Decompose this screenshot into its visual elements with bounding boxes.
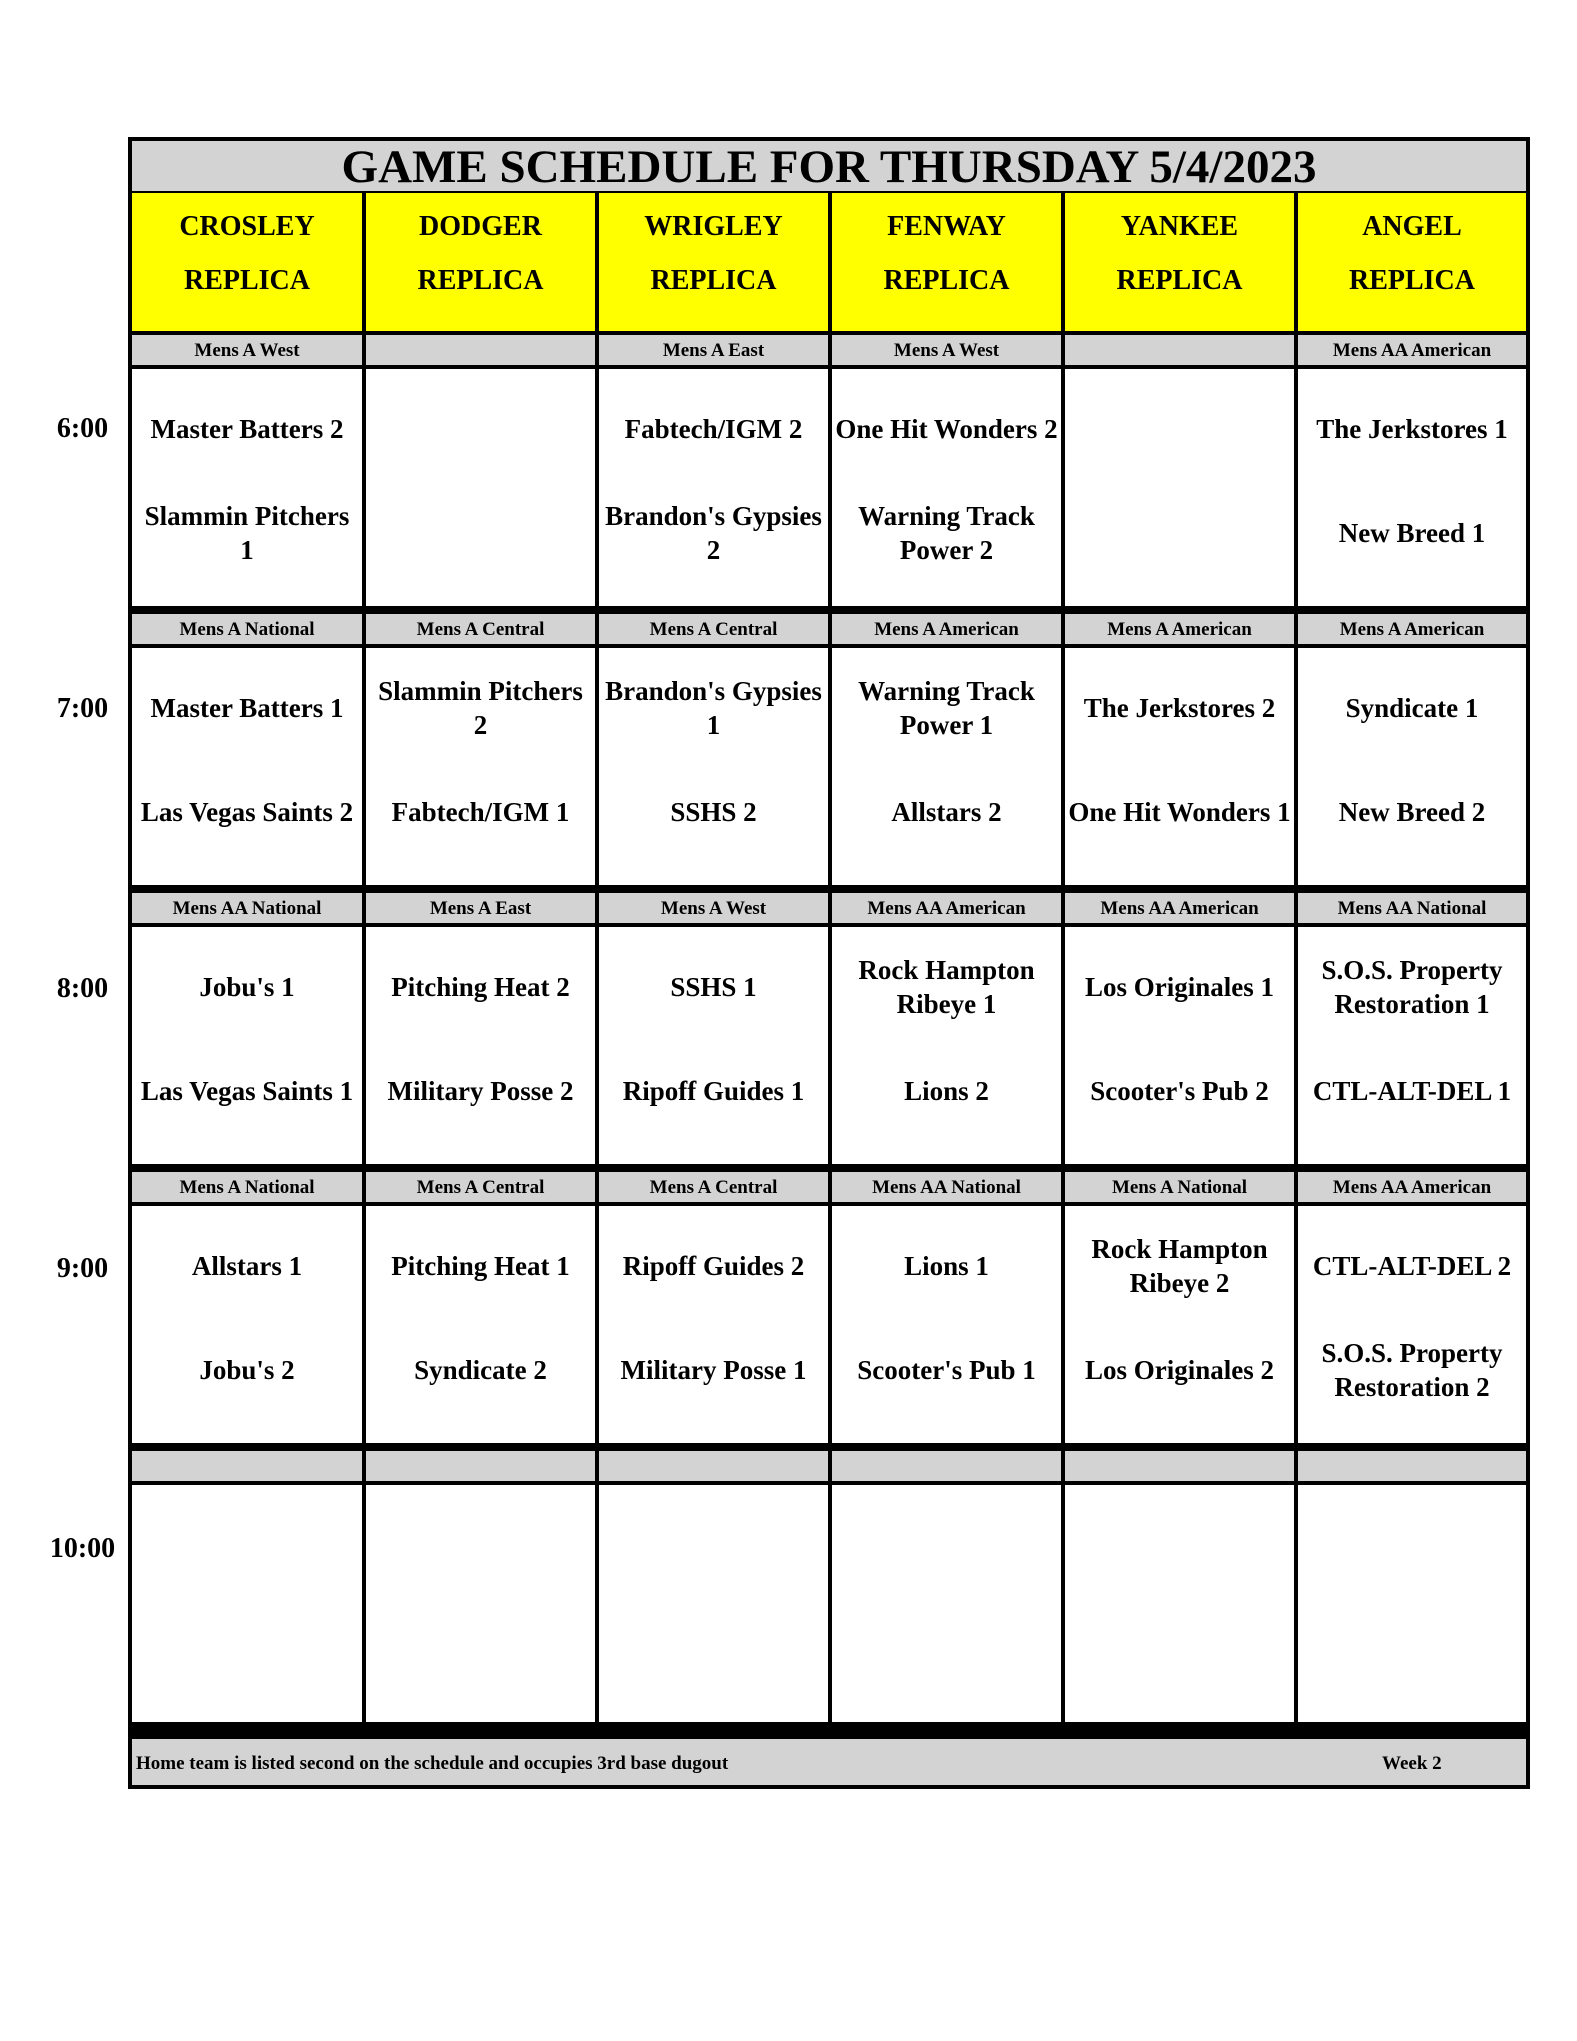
visiting-team: Jobu's 1 <box>199 972 295 1002</box>
home-team <box>832 1611 1061 1687</box>
game-cell <box>1065 648 1294 885</box>
division-label: Mens AA American <box>1065 893 1294 923</box>
game-cell <box>832 648 1061 885</box>
division-label: Mens A National <box>132 614 362 644</box>
game-cell <box>366 1206 595 1443</box>
division-label <box>599 1451 828 1481</box>
division-label <box>832 1451 1061 1481</box>
home-team <box>1298 1611 1526 1687</box>
schedule-table <box>128 137 1530 1789</box>
home-team: Fabtech/IGM 1 <box>391 797 570 827</box>
field-name: FENWAY <box>887 211 1006 242</box>
game-cell <box>132 1485 362 1722</box>
visiting-team: Rock Hampton Ribeye 1 <box>858 955 1035 1019</box>
game-cell <box>1298 369 1526 606</box>
home-team: Lions 2 <box>904 1076 989 1106</box>
schedule-footer <box>132 1739 1526 1785</box>
field-name: DODGER <box>419 211 542 242</box>
division-label: Mens AA American <box>1298 335 1526 365</box>
field-header-dodger <box>366 193 595 331</box>
division-label: Mens A West <box>832 335 1061 365</box>
visiting-team: Brandon's Gypsies 1 <box>605 676 822 740</box>
home-team <box>1065 495 1294 571</box>
time-label: 9:00 <box>56 1253 109 1284</box>
field-header-angel <box>1298 193 1526 331</box>
field-subtitle: REPLICA <box>650 265 777 296</box>
visiting-team: Pitching Heat 2 <box>391 972 570 1002</box>
game-cell <box>599 1206 828 1443</box>
game-cell <box>132 369 362 606</box>
division-label <box>132 1451 362 1481</box>
visiting-team <box>832 1507 1061 1583</box>
home-team: SSHS 2 <box>670 797 757 827</box>
game-cell <box>1065 927 1294 1164</box>
visiting-team: Master Batters 1 <box>150 693 344 723</box>
division-label: Mens A Central <box>599 614 828 644</box>
division-label: Mens A American <box>1298 614 1526 644</box>
division-label <box>1065 1451 1294 1481</box>
division-label: Mens AA National <box>1298 893 1526 923</box>
home-team: Warning Track Power 2 <box>858 501 1035 565</box>
field-subtitle: REPLICA <box>883 265 1010 296</box>
game-cell <box>599 648 828 885</box>
game-cell <box>1065 1485 1294 1722</box>
game-cell <box>366 1485 595 1722</box>
home-team: Los Originales 2 <box>1084 1355 1274 1385</box>
visiting-team: Warning Track Power 1 <box>858 676 1035 740</box>
division-label: Mens A Central <box>366 614 595 644</box>
home-team: One Hit Wonders 1 <box>1068 797 1291 827</box>
time-label: 7:00 <box>56 693 109 724</box>
field-name: WRIGLEY <box>644 211 783 242</box>
field-name: CROSLEY <box>179 211 315 242</box>
division-label: Mens A American <box>1065 614 1294 644</box>
visiting-team: One Hit Wonders 2 <box>835 414 1058 444</box>
home-team: S.O.S. Property Restoration 2 <box>1321 1338 1503 1402</box>
home-team: Syndicate 2 <box>414 1355 547 1385</box>
home-team: CTL-ALT-DEL 1 <box>1312 1076 1512 1106</box>
home-team: Las Vegas Saints 1 <box>140 1076 354 1106</box>
field-header-crosley <box>132 193 362 331</box>
field-subtitle: REPLICA <box>1348 265 1475 296</box>
home-team: Slammin Pitchers 1 <box>144 501 350 565</box>
visiting-team <box>1065 391 1294 467</box>
visiting-team <box>1065 1507 1294 1583</box>
home-team: Allstars 2 <box>891 797 1002 827</box>
home-team: Scooter's Pub 2 <box>1090 1076 1269 1106</box>
division-label <box>366 335 595 365</box>
division-label <box>1065 335 1294 365</box>
division-label: Mens AA National <box>132 893 362 923</box>
visiting-team <box>366 391 595 467</box>
visiting-team: Rock Hampton Ribeye 2 <box>1091 1234 1268 1298</box>
division-label: Mens A West <box>599 893 828 923</box>
game-cell <box>366 927 595 1164</box>
game-cell <box>1065 1206 1294 1443</box>
home-team: Brandon's Gypsies 2 <box>605 501 822 565</box>
visiting-team: Allstars 1 <box>191 1251 303 1281</box>
game-cell <box>366 648 595 885</box>
game-cell <box>599 1485 828 1722</box>
home-team: Military Posse 1 <box>620 1355 807 1385</box>
visiting-team: The Jerkstores 2 <box>1083 693 1276 723</box>
home-team: Scooter's Pub 1 <box>857 1355 1036 1385</box>
visiting-team: Syndicate 1 <box>1345 693 1479 723</box>
division-label: Mens A American <box>832 614 1061 644</box>
game-cell <box>832 1206 1061 1443</box>
home-team <box>599 1611 828 1687</box>
visiting-team: Fabtech/IGM 2 <box>624 414 803 444</box>
home-team: Ripoff Guides 1 <box>622 1076 805 1106</box>
game-cell <box>599 927 828 1164</box>
field-subtitle: REPLICA <box>1116 265 1243 296</box>
home-team <box>366 495 595 571</box>
division-label: Mens AA National <box>832 1172 1061 1202</box>
game-cell <box>132 1206 362 1443</box>
visiting-team <box>132 1507 362 1583</box>
visiting-team <box>599 1507 828 1583</box>
division-label: Mens A Central <box>366 1172 595 1202</box>
field-subtitle: REPLICA <box>183 265 310 296</box>
home-team <box>132 1611 362 1687</box>
week-label: Week 2 <box>1382 1753 1442 1774</box>
time-label: 8:00 <box>56 973 109 1004</box>
division-label: Mens A Central <box>599 1172 828 1202</box>
field-header-yankee <box>1065 193 1294 331</box>
time-label: 10:00 <box>49 1533 116 1564</box>
game-cell <box>832 369 1061 606</box>
game-cell <box>132 927 362 1164</box>
visiting-team: Ripoff Guides 2 <box>622 1251 805 1281</box>
division-label: Mens A East <box>366 893 595 923</box>
game-cell <box>132 648 362 885</box>
game-cell <box>1298 1206 1526 1443</box>
game-cell <box>1298 648 1526 885</box>
field-name: ANGEL <box>1362 211 1462 242</box>
game-cell <box>1298 1485 1526 1722</box>
visiting-team: CTL-ALT-DEL 2 <box>1312 1251 1512 1281</box>
division-label <box>366 1451 595 1481</box>
visiting-team: Pitching Heat 1 <box>391 1251 570 1281</box>
field-header-fenway <box>832 193 1061 331</box>
visiting-team: SSHS 1 <box>670 972 757 1002</box>
home-team: Military Posse 2 <box>387 1076 574 1106</box>
division-label: Mens AA American <box>1298 1172 1526 1202</box>
home-team: Las Vegas Saints 2 <box>140 797 354 827</box>
home-team <box>1065 1611 1294 1687</box>
visiting-team: Lions 1 <box>904 1251 989 1281</box>
visiting-team: The Jerkstores 1 <box>1316 414 1508 444</box>
division-label: Mens A National <box>132 1172 362 1202</box>
field-header-wrigley <box>599 193 828 331</box>
visiting-team: Slammin Pitchers 2 <box>378 676 583 740</box>
home-team <box>366 1611 595 1687</box>
division-label: Mens AA American <box>832 893 1061 923</box>
game-cell <box>1065 369 1294 606</box>
division-label: Mens A West <box>132 335 362 365</box>
time-label: 6:00 <box>56 413 109 444</box>
division-label: Mens A East <box>599 335 828 365</box>
game-cell <box>599 369 828 606</box>
footer-note: Home team is listed second on the schedule and occupies 3rd base dugout <box>136 1753 729 1774</box>
visiting-team: S.O.S. Property Restoration 1 <box>1321 955 1503 1019</box>
visiting-team <box>366 1507 595 1583</box>
visiting-team <box>1298 1507 1526 1583</box>
game-cell <box>366 369 595 606</box>
division-label <box>1298 1451 1526 1481</box>
home-team: New Breed 2 <box>1338 797 1486 827</box>
schedule-title: GAME SCHEDULE FOR THURSDAY 5/4/2023 <box>132 141 1526 191</box>
home-team: New Breed 1 <box>1338 518 1486 548</box>
visiting-team: Los Originales 1 <box>1084 972 1274 1002</box>
division-label: Mens A National <box>1065 1172 1294 1202</box>
game-cell <box>832 1485 1061 1722</box>
game-cell <box>832 927 1061 1164</box>
field-subtitle: REPLICA <box>417 265 544 296</box>
field-name: YANKEE <box>1120 211 1239 242</box>
home-team: Jobu's 2 <box>199 1355 295 1385</box>
game-cell <box>1298 927 1526 1164</box>
visiting-team: Master Batters 2 <box>150 414 344 444</box>
